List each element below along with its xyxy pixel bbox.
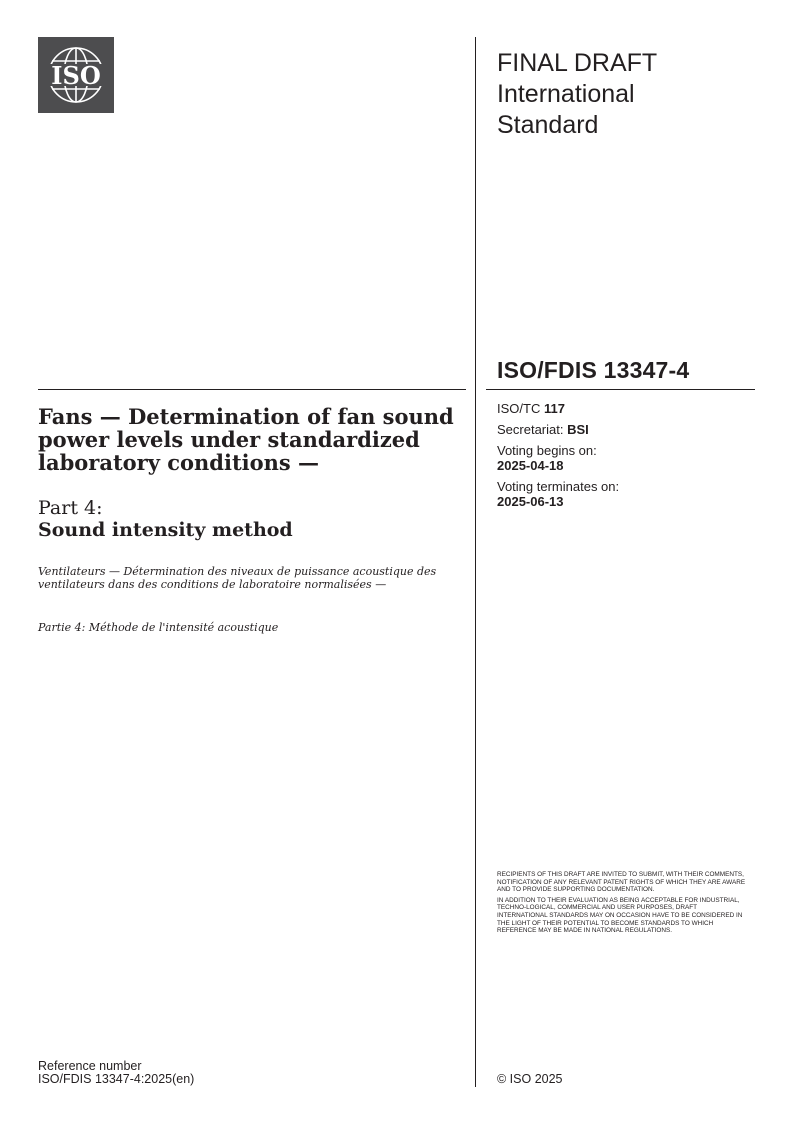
part-title: Sound intensity method — [38, 519, 293, 541]
tc-value: 117 — [543, 401, 565, 416]
voting-begins-label: Voting begins on: — [497, 443, 597, 458]
secretariat-label: Secretariat: — [497, 422, 564, 437]
stage-line-1: FINAL DRAFT — [497, 49, 658, 77]
reference-number-label: Reference number — [38, 1059, 142, 1073]
draft-notice — [497, 871, 747, 938]
voting-begins — [497, 443, 747, 473]
voting-terminates-date: 2025-06-13 — [497, 494, 564, 509]
part-number: Part 4: — [38, 497, 103, 519]
iso-logo-wordmark: ISO — [51, 61, 101, 90]
reference-number: ISO/FDIS 13347-4:2025(en) — [38, 1072, 195, 1086]
voting-terminates — [497, 479, 747, 509]
stage-line-2: International — [497, 80, 635, 108]
technical-committee — [497, 401, 747, 416]
secretariat — [497, 422, 747, 437]
french-part-title: Partie 4: Méthode de l'intensité acoustique — [38, 621, 279, 634]
voting-begins-date: 2025-04-18 — [497, 458, 564, 473]
iso-logo-icon — [38, 37, 114, 113]
document-meta — [497, 401, 747, 515]
horizontal-divider-left — [38, 389, 466, 390]
horizontal-divider-right — [486, 389, 755, 390]
copyright-notice: © ISO 2025 — [497, 1072, 563, 1086]
french-title: Ventilateurs — Détermination des niveaux de puissance acoustique des ventilateurs dans des conditions de laboratoire normalisées — — [38, 565, 437, 591]
vertical-divider — [475, 37, 476, 1087]
document-number: ISO/FDIS 13347-4 — [497, 357, 690, 383]
notice-paragraph-2: IN ADDITION TO THEIR EVALUATION AS BEING ACCEPTABLE FOR INDUSTRIAL, TECHNO-LOGICAL, COMMERCIAL AND USER PURPOSES, DRAFT INTERNATIONAL STANDARDS MAY ON OCCASION HAVE TO BE CONSIDERED IN THE LIGHT OF THEIR POTENTIAL TO BECOME STANDARDS TO WHICH REFERENCE MAY BE MADE IN NATIONAL REGULATIONS. — [497, 896, 743, 935]
document-title: Fans — Determination of fan sound power levels under standardized laboratory conditions — — [38, 404, 454, 475]
voting-terminates-label: Voting terminates on: — [497, 479, 620, 494]
stage-line-3: Standard — [497, 111, 599, 139]
secretariat-value: BSI — [567, 422, 589, 437]
tc-label: ISO/TC — [497, 401, 541, 416]
document-stage — [497, 48, 747, 141]
notice-paragraph-1: RECIPIENTS OF THIS DRAFT ARE INVITED TO SUBMIT, WITH THEIR COMMENTS, NOTIFICATION OF ANY RELEVANT PATENT RIGHTS OF WHICH THEY ARE AWARE AND TO PROVIDE SUPPORTING DOCUMENTATION. — [497, 871, 746, 894]
